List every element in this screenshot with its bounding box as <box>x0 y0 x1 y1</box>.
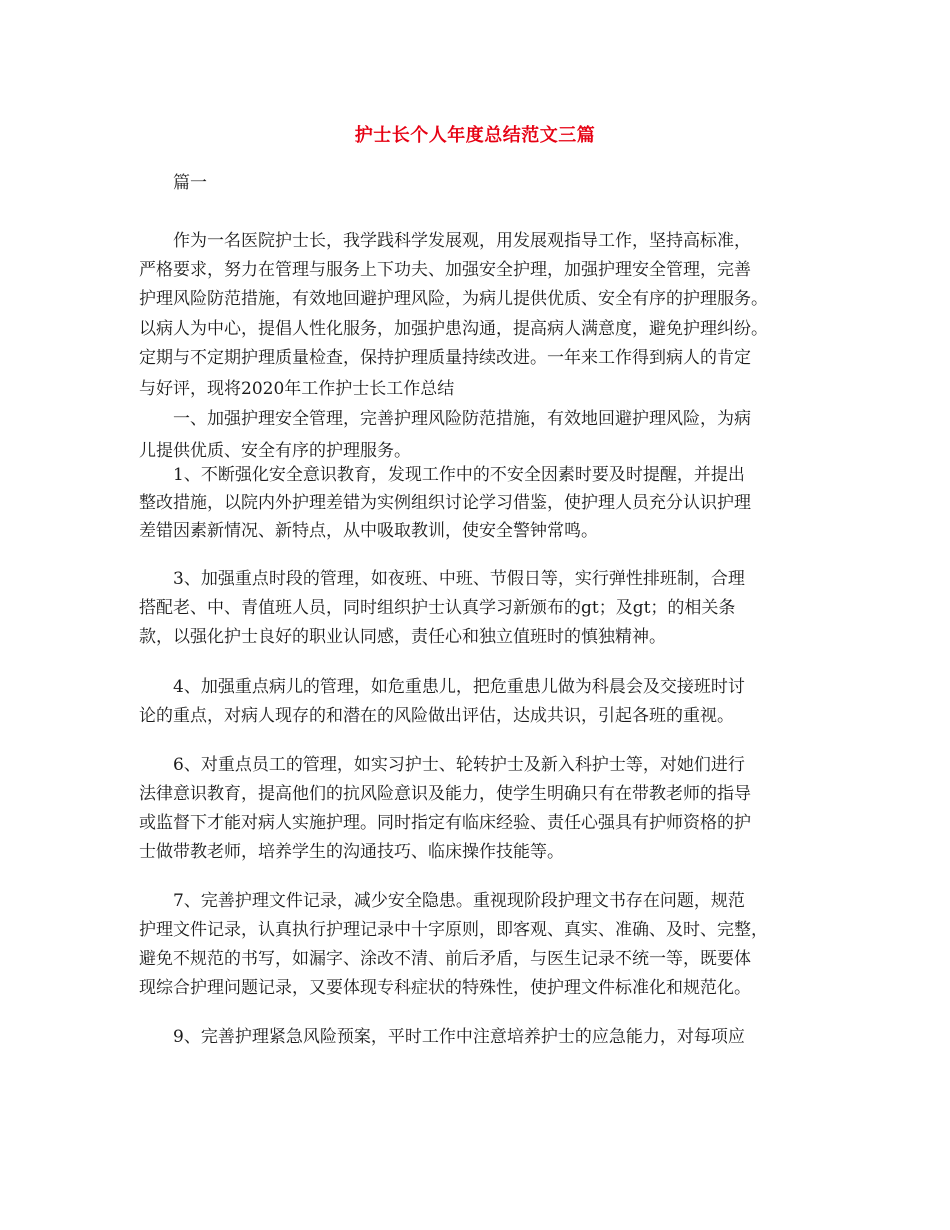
paragraph-line: 护理风险防范措施，有效地回避护理风险，为病儿提供优质、安全有序的护理服务。 <box>139 289 768 309</box>
paragraph-line: 避免不规范的书写，如漏字、涂改不清、前后矛盾，与医生记录不统一等，既要体 <box>139 949 751 969</box>
paragraph-line: 现综合护理问题记录，又要体现专科症状的特殊性，使护理文件标准化和规范化。 <box>139 978 751 998</box>
paragraph-line: 士做带教老师，培养学生的沟通技巧、临床操作技能等。 <box>139 842 564 862</box>
paragraph-line: 论的重点，对病人现存的和潜在的风险做出评估，达成共识，引起各班的重视。 <box>139 706 734 726</box>
paragraph-line: 整改措施，以院内外护理差错为实例组织讨论学习借鉴，使护理人员充分认识护理 <box>139 493 751 513</box>
paragraph-line: 与好评，现将2020年工作护士长工作总结 <box>139 379 455 399</box>
paragraph-line: 严格要求，努力在管理与服务上下功夫、加强安全护理，加强护理安全管理，完善 <box>139 260 751 280</box>
paragraph-line: 一、加强护理安全管理，完善护理风险防范措施，有效地回避护理风险，为病 <box>173 409 751 429</box>
paragraph-line: 作为一名医院护士长，我学践科学发展观，用发展观指导工作，坚持高标准， <box>173 231 751 251</box>
paragraph-line: 搭配老、中、青值班人员，同时组织护士认真学习新颁布的gt；及gt；的相关条 <box>139 598 736 618</box>
paragraph-line: 3、加强重点时段的管理，如夜班、中班、节假日等，实行弹性排班制，合理 <box>173 569 745 589</box>
document-title: 护士长个人年度总结范文三篇 <box>354 125 596 146</box>
paragraph-line: 儿提供优质、安全有序的护理服务。 <box>139 441 411 461</box>
paragraph-line: 篇一 <box>173 173 207 193</box>
paragraph-line: 或监督下才能对病人实施护理。同时指定有临床经验、责任心强具有护师资格的护 <box>139 813 751 833</box>
paragraph-line: 款，以强化护士良好的职业认同感，责任心和独立值班时的慎独精神。 <box>139 627 666 647</box>
paragraph-line: 护理文件记录，认真执行护理记录中十字原则，即客观、真实、准确、及时、完整， <box>139 920 768 940</box>
paragraph-line: 法律意识教育，提高他们的抗风险意识及能力，使学生明确只有在带教老师的指导 <box>139 784 751 804</box>
paragraph-line: 差错因素新情况、新特点，从中吸取教训，使安全警钟常鸣。 <box>139 521 598 541</box>
paragraph-line: 7、完善护理文件记录，减少安全隐患。重视现阶段护理文书存在问题，规范 <box>173 891 745 911</box>
paragraph-line: 定期与不定期护理质量检查，保持护理质量持续改进。一年来工作得到病人的肯定 <box>139 348 751 368</box>
paragraph-line: 1、不断强化安全意识教育，发现工作中的不安全因素时要及时提醒，并提出 <box>173 465 745 485</box>
paragraph-line: 4、加强重点病儿的管理，如危重患儿，把危重患儿做为科晨会及交接班时讨 <box>173 677 745 697</box>
paragraph-line: 6、对重点员工的管理，如实习护士、轮转护士及新入科护士等，对她们进行 <box>173 755 745 775</box>
paragraph-line: 9、完善护理紧急风险预案，平时工作中注意培养护士的应急能力，对每项应 <box>173 1027 745 1047</box>
paragraph-line: 以病人为中心，提倡人性化服务，加强护患沟通，提高病人满意度，避免护理纠纷。 <box>139 319 768 339</box>
